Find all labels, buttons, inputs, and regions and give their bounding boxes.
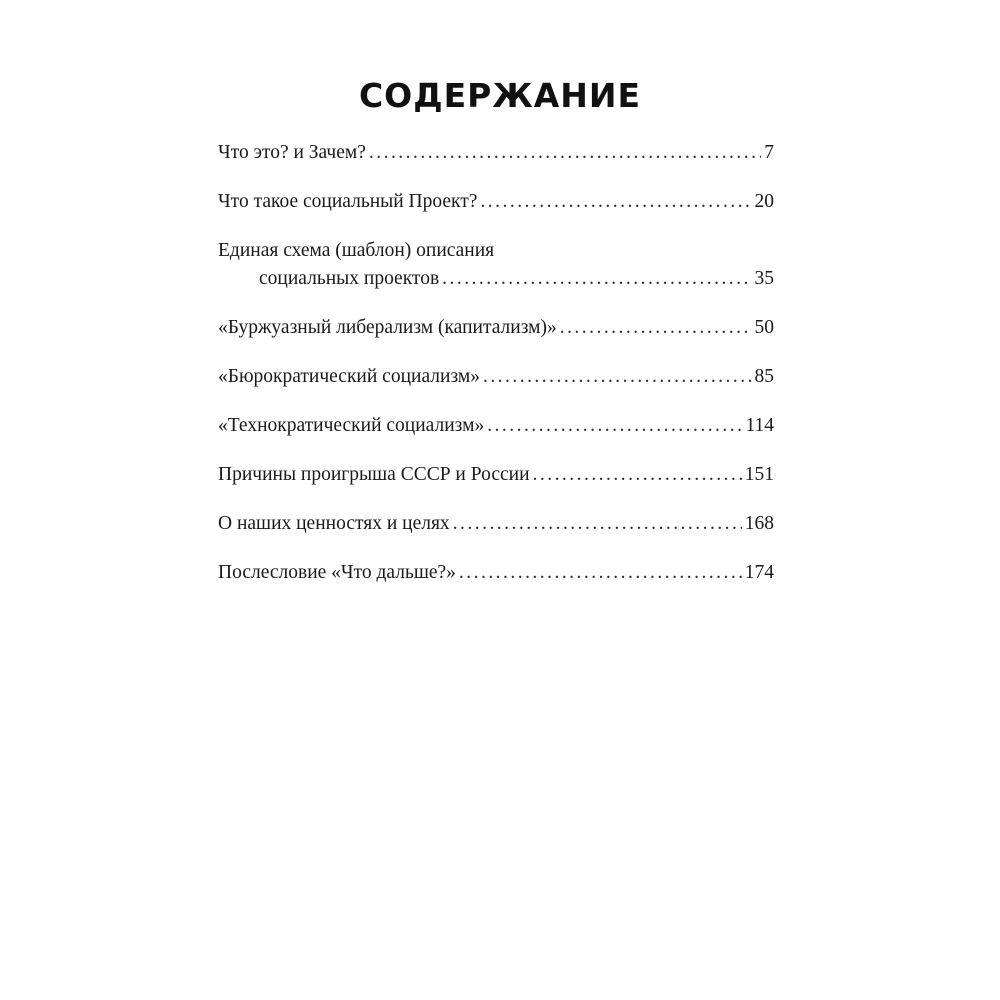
toc-page-number: 20 (754, 191, 774, 212)
toc-entry-line (218, 560, 774, 586)
toc-page-number: 85 (754, 366, 774, 387)
dot-leader (453, 511, 742, 537)
toc-page-number: 7 (764, 142, 774, 163)
toc-entry[interactable] (218, 462, 774, 488)
toc-entry-title: Единая схема (шаблон) описания (218, 240, 495, 261)
toc-entry[interactable] (218, 315, 774, 341)
toc-entry-title: Причины проигрыша СССР и России (218, 464, 530, 485)
dot-leader (483, 364, 752, 390)
toc-page-number: 168 (744, 513, 774, 534)
toc-entry-line (218, 511, 774, 537)
toc-entry[interactable] (218, 511, 774, 537)
toc-entry-line (218, 315, 774, 341)
toc-entry[interactable] (218, 140, 774, 166)
toc-entry[interactable] (218, 364, 774, 390)
toc-entry-line (218, 238, 774, 264)
dot-leader (459, 560, 742, 586)
toc-page-number: 35 (754, 268, 774, 289)
toc-entry-line (218, 140, 774, 166)
dot-leader (560, 315, 752, 341)
toc-entry[interactable] (218, 560, 774, 586)
toc-entry-line (218, 364, 774, 390)
toc-page-number: 114 (745, 415, 774, 436)
dot-leader (369, 140, 761, 166)
table-of-contents (218, 140, 774, 609)
toc-entry-line-continuation (218, 266, 774, 292)
toc-entry-title: О наших ценностях и целях (218, 513, 450, 534)
toc-entry-title: Послесловие «Что дальше?» (218, 562, 456, 583)
toc-entry-title: «Буржуазный либерализм (капитализм)» (218, 317, 557, 338)
toc-entry-line (218, 462, 774, 488)
toc-entry-line (218, 413, 774, 439)
toc-page-number: 50 (754, 317, 774, 338)
dot-leader (487, 413, 742, 439)
toc-entry-title-continuation: социальных проектов (259, 268, 440, 289)
toc-entry[interactable] (218, 413, 774, 439)
toc-page-number: 151 (744, 464, 774, 485)
toc-entry[interactable] (218, 238, 774, 292)
toc-page-number: 174 (744, 562, 774, 583)
page-title: СОДЕРЖАНИЕ (358, 76, 642, 115)
dot-leader (480, 189, 751, 215)
toc-entry-title: «Бюрократический социализм» (218, 366, 480, 387)
toc-entry[interactable] (218, 189, 774, 215)
toc-entry-title: Что это? и Зачем? (218, 142, 366, 163)
toc-entry-line (218, 189, 774, 215)
dot-leader (442, 266, 751, 292)
dot-leader (533, 462, 742, 488)
toc-entry-title: «Технократический социализм» (218, 415, 485, 436)
toc-entry-title: Что такое социальный Проект? (218, 191, 478, 212)
